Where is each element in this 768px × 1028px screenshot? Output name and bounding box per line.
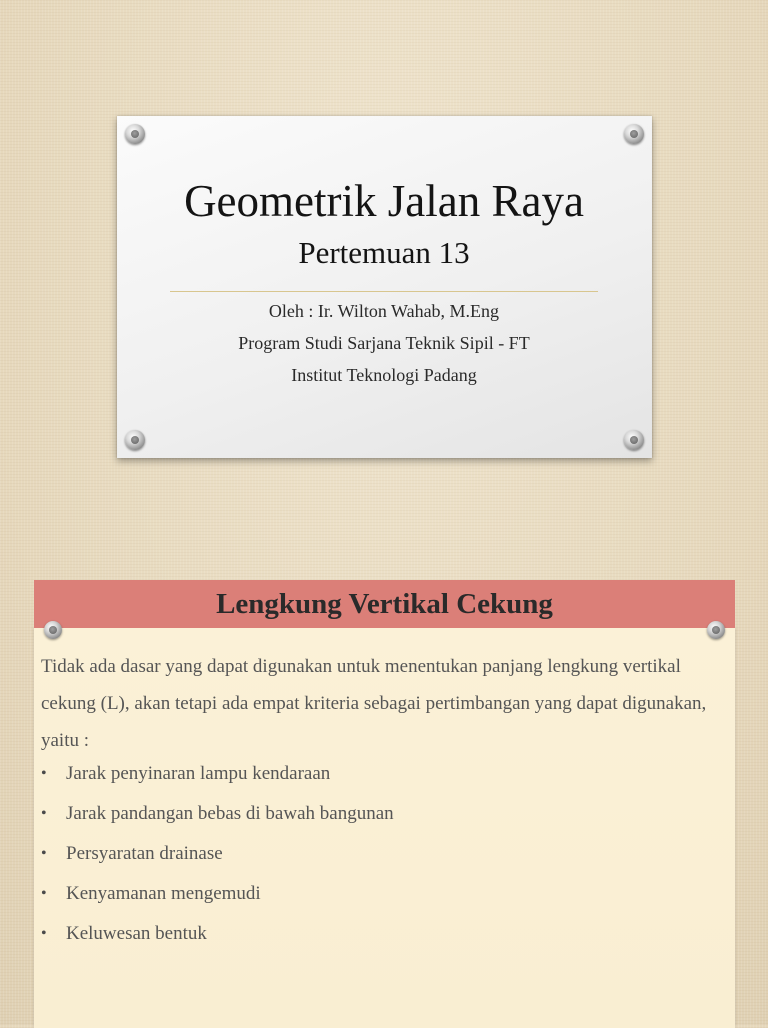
screw-icon — [624, 124, 644, 144]
title-card — [117, 116, 652, 458]
bullet-icon: • — [41, 925, 47, 942]
program-line: Program Studi Sarjana Teknik Sipil - FT — [238, 333, 530, 353]
content-slide — [0, 576, 768, 1024]
list-item-text: Kenyamanan mengemudi — [66, 883, 261, 904]
list-item-text: Keluwesan bentuk — [66, 923, 207, 944]
screw-icon — [125, 124, 145, 144]
presentation-subtitle: Pertemuan 13 — [298, 235, 470, 270]
list-item-text: Persyaratan drainase — [66, 843, 223, 864]
bullet-icon: • — [41, 885, 47, 902]
bullet-icon: • — [41, 845, 47, 862]
author-line: Oleh : Ir. Wilton Wahab, M.Eng — [268, 301, 500, 321]
list-item — [41, 882, 721, 922]
slide-title: Lengkung Vertikal Cekung — [216, 588, 553, 620]
list-item — [41, 802, 721, 842]
bullet-icon: • — [41, 805, 47, 822]
screw-icon — [624, 430, 644, 450]
intro-paragraph: Tidak ada dasar yang dapat digunakan untuk menentukan panjang lengkung vertikal cekung (L), akan tetapi ada empat kriteria sebagai pertimbangan yang dapat digunakan, yaitu : — [41, 656, 707, 751]
bullet-icon: • — [41, 765, 47, 782]
list-item — [41, 842, 721, 882]
list-item — [41, 922, 721, 962]
institution-line: Institut Teknologi Padang — [291, 365, 477, 385]
list-item-text: Jarak penyinaran lampu kendaraan — [66, 763, 331, 784]
presentation-title: Geometrik Jalan Raya — [184, 176, 584, 226]
title-divider — [170, 291, 598, 292]
criteria-list — [41, 762, 721, 962]
screw-icon — [125, 430, 145, 450]
list-item — [41, 762, 721, 802]
list-item-text: Jarak pandangan bebas di bawah bangunan — [66, 803, 394, 824]
